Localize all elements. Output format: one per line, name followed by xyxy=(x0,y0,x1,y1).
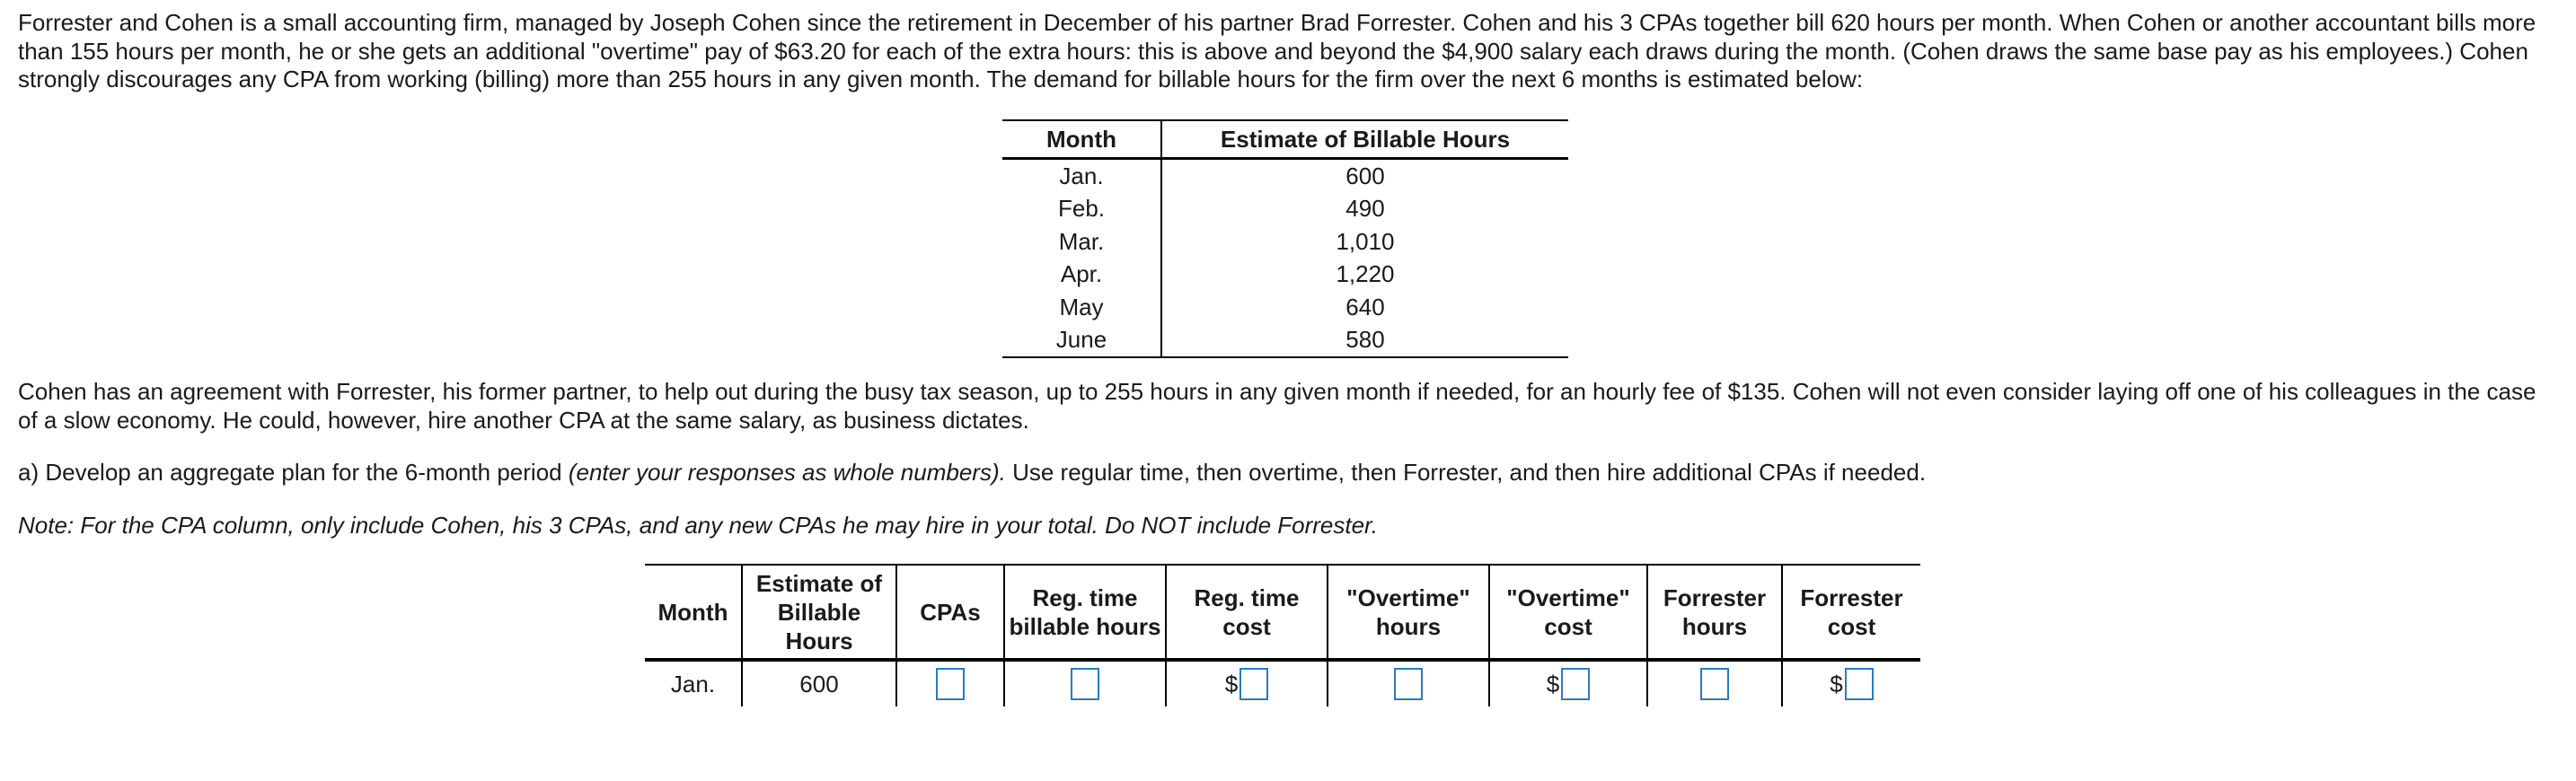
currency-symbol: $ xyxy=(1830,670,1843,698)
table-row xyxy=(645,660,1920,706)
demand-month: Jan. xyxy=(1002,159,1161,193)
table-row xyxy=(1002,291,1568,324)
demand-hours: 640 xyxy=(1345,293,1385,320)
demand-month: Mar. xyxy=(1002,225,1161,259)
table-row xyxy=(1002,225,1568,259)
overtime-cost-cell xyxy=(1489,660,1647,706)
demand-month: Feb. xyxy=(1002,193,1161,226)
forrester-hours-cell xyxy=(1647,660,1782,706)
demand-hours: 1,220 xyxy=(1336,260,1395,288)
header-reg-time-cost: Reg. time cost xyxy=(1166,565,1328,660)
demand-hours: 490 xyxy=(1345,195,1385,223)
forrester-cost-input[interactable] xyxy=(1845,668,1874,700)
overtime-hours-cell xyxy=(1328,660,1489,706)
intro-paragraph: Forrester and Cohen is a small accounting firm, managed by Joseph Cohen since the retirement in December of his partner Brad Forrester. Cohen and his 3 CPAs together bill 620 hours per month. When Cohen or another accountant bills more than 155 hours per month, he or she gets an additional "overtime" pay of $63.20 for each of the extra hours: this is above and beyond the $4,900 salary each draws during the month. (Cohen draws the same base pay as his employees.) Cohen strongly discourages any CPA from working (billing) more than 255 hours in any given month. The demand for billable hours for the firm over the next 6 months is estimated below: xyxy=(18,9,2536,92)
header-forrester-hours: Forrester hours xyxy=(1647,565,1782,660)
table-row xyxy=(1002,259,1568,292)
overtime-cost-input[interactable] xyxy=(1561,668,1590,700)
question-a-suffix: Use regular time, then overtime, then Forrester, and then hire additional CPAs if needed. xyxy=(1005,459,1927,486)
demand-month: June xyxy=(1002,324,1161,358)
forrester-hours-input[interactable] xyxy=(1700,668,1729,700)
question-a xyxy=(18,459,2551,487)
table-row xyxy=(1002,324,1568,358)
demand-header-row xyxy=(1002,120,1568,159)
table-row xyxy=(1002,193,1568,226)
aggregate-plan-table xyxy=(645,564,1920,706)
header-cpas: CPAs xyxy=(896,565,1004,660)
table-row xyxy=(1002,159,1568,193)
note-paragraph xyxy=(18,512,2551,540)
header-overtime-hours: "Overtime" hours xyxy=(1328,565,1489,660)
note-text: Note: For the CPA column, only include Cohen, his 3 CPAs, and any new CPAs he may hire in your total. Do NOT include Forrester. xyxy=(18,512,1378,539)
currency-symbol: $ xyxy=(1546,670,1560,698)
demand-month: May xyxy=(1002,291,1161,324)
reg-time-cost-input[interactable] xyxy=(1239,668,1268,700)
question-a-prefix: a) Develop an aggregate plan for the 6-month period xyxy=(18,459,569,486)
reg-time-cost-cell xyxy=(1166,660,1328,706)
cpas-input[interactable] xyxy=(936,668,965,700)
header-overtime-cost: "Overtime" cost xyxy=(1489,565,1647,660)
demand-month: Apr. xyxy=(1002,259,1161,292)
overtime-hours-input[interactable] xyxy=(1394,668,1423,700)
plan-estimate: 600 xyxy=(742,660,896,706)
plan-header-row xyxy=(645,565,1920,660)
demand-header-month: Month xyxy=(1002,120,1161,159)
header-reg-time-hours: Reg. time billable hours xyxy=(1004,565,1166,660)
plan-month: Jan. xyxy=(645,660,742,706)
cpas-cell xyxy=(896,660,1004,706)
header-forrester-cost: Forrester cost xyxy=(1782,565,1920,660)
header-estimate: Estimate of Billable Hours xyxy=(742,565,896,660)
demand-hours: 600 xyxy=(1345,162,1385,189)
forrester-cost-cell xyxy=(1782,660,1920,706)
reg-time-hours-input[interactable] xyxy=(1071,668,1099,700)
header-month: Month xyxy=(645,565,742,660)
reg-time-hours-cell xyxy=(1004,660,1166,706)
demand-table xyxy=(1002,119,1568,358)
agreement-paragraph: Cohen has an agreement with Forrester, his former partner, to help out during the busy tax season, up to 255 hours in any given month if needed, for an hourly fee of $135. Cohen will not even consider laying off one of his colleagues in the case of a slow economy. He could, however, hire another CPA at the same salary, as business dictates. xyxy=(18,378,2536,434)
demand-header-hours: Estimate of Billable Hours xyxy=(1161,120,1568,159)
currency-symbol: $ xyxy=(1224,670,1239,698)
demand-hours: 1,010 xyxy=(1336,227,1395,255)
question-a-italic: (enter your responses as whole numbers). xyxy=(568,459,1006,486)
demand-hours: 580 xyxy=(1161,324,1568,358)
